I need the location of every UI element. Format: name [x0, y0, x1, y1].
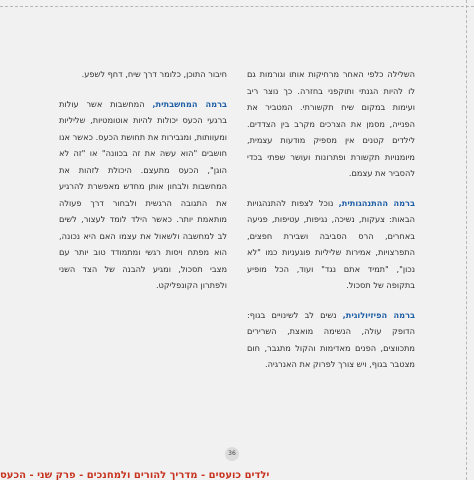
paragraph-1 [247, 66, 415, 182]
paragraph-physiological [247, 307, 415, 373]
paragraph-cognitive [59, 96, 227, 294]
paragraph-1 [59, 66, 227, 83]
paragraph-text: נוכל לצפות להתנהגויות הבאות: צעקות, נשיכה, נגיפות, עטיפות, פגיעה באחרים, הרס הסביבה ושבירת חפצים, התפרצויות, אמירות שליליות פוגעניות כמו "לא נכון", "תמיד אתם נגד" ועוד, הכל מופיע בתקופה של תסכול. [247, 197, 415, 290]
paragraph-text: נשים לב לשינויים בגוף: הדופק עולה, הנשימה מואצת, השרירים מתכווצים, הפנים מאדימות והקול מתגבר, חום מצטבר בגוף, ויש צורך לפרוק את האנרגיה. [247, 309, 415, 369]
right-text-column [247, 66, 415, 386]
bottom-cut-text: ילדים כועסים - מדריך להורים ולמחנכים - פרק שני - הכעס [0, 471, 270, 480]
left-text-column [59, 66, 227, 307]
right-dashed-border [466, 0, 467, 480]
paragraph-text: השלילה כלפי האחר מרחיקות אותו וגורמות גם לו להיות הגנתי ותוקפני בחזרה. כך נוצר ריב ועימות במקום שיח תקשורתי. המטביר את הפנייה, מסמן את הצרכים מקרב בין הצדדים. לילדים קטנים אין מספיק מודעות עצמית, מיומנויות תקשורת ופתרונות ועושר שפתי בכדי להסביר את עצמם. [247, 69, 415, 178]
physiological-heading: ברמה הפיזיולוגית, [342, 309, 415, 320]
behavioral-heading: ברמה ההתנהגותית, [338, 197, 415, 208]
paragraph-text: חיבור התוכן, כלומר דרך שיח, דחף לשפע. [81, 69, 227, 79]
cognitive-heading: ברמה המחשבתית, [152, 98, 227, 109]
paragraph-text: המחשבות אשר עולות ברגעי הכעס יכולות להיות אוטומטיות, שליליות ומעוותות, ומגבירות את תחושת הכעס. כאשר אנו חושבים "הוא עשה את זה בכוונה" או "זה לא הוגן", הכעס מתעצם. היכולת לזהות את המחשבות ולבחון אותן מחדש מאפשרת להרגיע את התגובה הרגשית ולבחור דרך פעולה מותאמת יותר. כאשר הילד לומד לעצור, לשים לב למחשבה ולשאול את עצמו האם היא נכונה, הוא מפתח ויסות רגשי ומתמודד טוב יותר עם מצבי תסכול, ומגיע להבנה של הצד השני ולפתרון הקונפליקט. [59, 98, 227, 290]
top-dashed-border [0, 6, 474, 7]
page-number: 36 [225, 447, 239, 461]
paragraph-behavioral [247, 195, 415, 294]
